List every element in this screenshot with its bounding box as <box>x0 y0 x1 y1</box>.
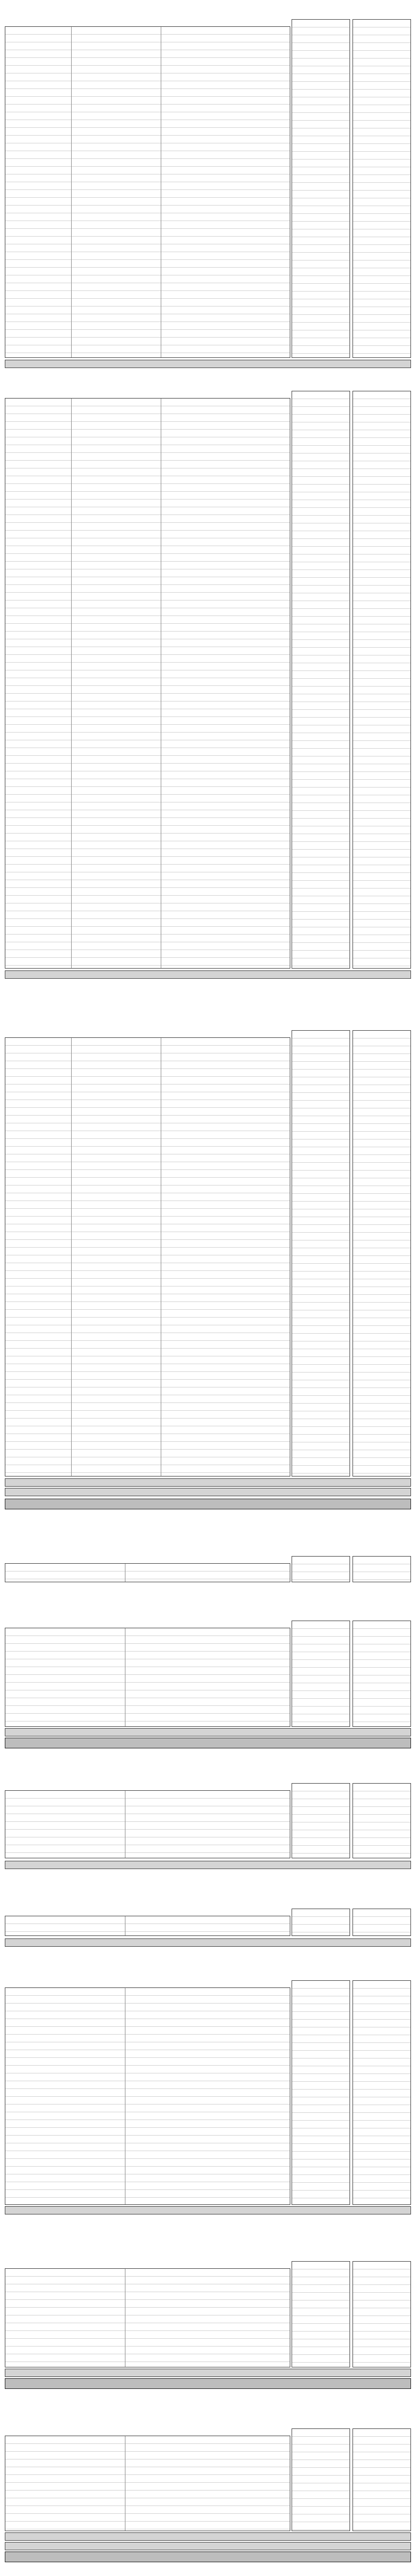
total-label <box>95 1939 232 1946</box>
count-header-2 <box>352 2247 411 2261</box>
table-body <box>5 1563 290 1582</box>
table-body <box>5 398 290 969</box>
grand-total-row <box>5 1738 411 1748</box>
column-header-school <box>5 1556 124 1563</box>
subtotal-count-2 <box>364 1479 409 1486</box>
count-column-1 <box>292 1556 350 1582</box>
count-header-2 <box>352 1542 411 1556</box>
subtotal-label <box>95 1479 232 1486</box>
count-header-1 <box>292 1542 350 1556</box>
grand-total-count-2 <box>364 1738 409 1748</box>
count-column-2 <box>352 1783 411 1858</box>
subtotal-word <box>238 2369 274 2376</box>
total-count-2 <box>364 1488 409 1496</box>
total-word <box>238 1939 274 1946</box>
subtotal-count-1 <box>292 2533 334 2540</box>
column-header-department <box>124 1783 290 1790</box>
count-header-1 <box>292 1606 350 1621</box>
grand-total-row <box>5 1499 411 1509</box>
table-body <box>5 1987 290 2205</box>
grand-total-word <box>244 2552 280 2562</box>
count-header-2 <box>352 2414 411 2428</box>
subtotal-count-1 <box>292 1479 334 1486</box>
column-header-faculty <box>70 391 160 397</box>
grand-total-label <box>89 2379 238 2388</box>
section-2 <box>5 376 411 980</box>
count-column-2 <box>352 1909 411 1936</box>
total-count-1 <box>292 1729 334 1736</box>
column-header-school <box>5 1783 124 1790</box>
count-column-2 <box>352 19 411 358</box>
subtotal-row <box>5 2369 411 2377</box>
total-count-2 <box>364 2543 409 2550</box>
section-5 <box>5 1606 411 1750</box>
total-label <box>95 2543 232 2550</box>
total-count-1 <box>292 2543 334 2550</box>
count-column-2 <box>352 2428 411 2531</box>
column-header-school <box>5 391 70 397</box>
section-3 <box>5 1016 411 1512</box>
grand-total-word <box>244 1499 280 1509</box>
count-column-1 <box>292 1909 350 1936</box>
total-row <box>5 2206 411 2214</box>
subtotal-count-2 <box>364 2533 409 2540</box>
column-header-department <box>124 1980 290 1987</box>
grand-total-count-1 <box>292 1738 334 1748</box>
column-header-faculty <box>70 1030 160 1037</box>
count-column-1 <box>292 1621 350 1727</box>
grand-total-count-1 <box>292 2379 334 2388</box>
grand-total-count-1 <box>292 1499 334 1509</box>
count-column-1 <box>292 1980 350 2205</box>
total-count-1 <box>292 971 334 978</box>
count-header-2 <box>352 1016 411 1030</box>
grand-total-label <box>89 1738 238 1748</box>
grand-total-count-2 <box>364 2379 409 2388</box>
table-body <box>5 1916 290 1936</box>
table-body <box>5 2268 290 2367</box>
count-column-1 <box>292 391 350 969</box>
table-body <box>5 1790 290 1858</box>
total-count-1 <box>292 1939 334 1946</box>
column-header-department <box>160 19 290 26</box>
subtotal-count-1 <box>292 2369 334 2376</box>
table-body <box>5 1037 290 1477</box>
count-column-1 <box>292 2428 350 2531</box>
column-header-department <box>124 2428 290 2435</box>
column-header-school <box>5 1621 124 1627</box>
count-column-1 <box>292 2261 350 2367</box>
column-header-school <box>5 1980 124 1987</box>
count-header-1 <box>292 1769 350 1783</box>
count-header-2 <box>352 5 411 19</box>
total-label <box>95 1729 232 1736</box>
count-header-1 <box>292 1966 350 1980</box>
grand-total-word <box>244 2379 280 2388</box>
count-column-1 <box>292 1030 350 1477</box>
count-column-2 <box>352 391 411 969</box>
total-count-1 <box>292 360 334 367</box>
total-row <box>5 2542 411 2550</box>
column-header-school <box>5 2261 124 2268</box>
count-header-2 <box>352 1606 411 1621</box>
count-column-1 <box>292 1783 350 1858</box>
subtotal-word <box>238 2533 274 2540</box>
count-column-1 <box>292 19 350 358</box>
total-count-1 <box>292 2207 334 2214</box>
subtotal-row <box>5 1478 411 1487</box>
column-header-department <box>124 1909 290 1915</box>
grand-total-row <box>5 2552 411 2562</box>
column-header-department <box>124 2261 290 2268</box>
total-label <box>95 971 232 978</box>
column-header-school <box>5 1030 70 1037</box>
section-9 <box>5 2247 411 2390</box>
count-header-1 <box>292 5 350 19</box>
column-header-department <box>160 1030 290 1037</box>
section-6 <box>5 1769 411 1870</box>
section-7 <box>5 1894 411 1948</box>
total-count-1 <box>292 1861 334 1869</box>
total-count-2 <box>364 971 409 978</box>
total-word <box>238 360 274 367</box>
total-count-2 <box>364 1861 409 1869</box>
table-body <box>5 26 290 358</box>
total-label <box>95 1861 232 1869</box>
total-row <box>5 1488 411 1496</box>
grand-total-row <box>5 2378 411 2389</box>
total-word <box>238 1488 274 1496</box>
column-header-school <box>5 1909 124 1915</box>
total-word <box>238 971 274 978</box>
total-count-2 <box>364 2207 409 2214</box>
count-header-2 <box>352 1769 411 1783</box>
count-column-2 <box>352 1556 411 1582</box>
column-header-department <box>160 391 290 397</box>
total-row <box>5 1938 411 1947</box>
total-row <box>5 1861 411 1869</box>
count-column-2 <box>352 1030 411 1477</box>
count-header-2 <box>352 1966 411 1980</box>
count-header-1 <box>292 2414 350 2428</box>
total-label <box>95 1488 232 1496</box>
total-count-2 <box>364 1729 409 1736</box>
grand-total-count-2 <box>364 1499 409 1509</box>
total-word <box>238 1729 274 1736</box>
total-label <box>95 360 232 367</box>
count-column-2 <box>352 1621 411 1727</box>
column-header-school <box>5 19 70 26</box>
total-row <box>5 1728 411 1736</box>
count-header-1 <box>292 1894 350 1909</box>
section-1 <box>5 5 411 369</box>
total-count-1 <box>292 1488 334 1496</box>
subtotal-row <box>5 2532 411 2541</box>
count-header-1 <box>292 1016 350 1030</box>
column-header-school <box>5 2428 124 2435</box>
section-8 <box>5 1966 411 2217</box>
total-count-2 <box>364 1939 409 1946</box>
section-10 <box>5 2414 411 2563</box>
total-word <box>238 2207 274 2214</box>
column-header-faculty <box>70 19 160 26</box>
total-row <box>5 360 411 368</box>
count-header-1 <box>292 376 350 391</box>
grand-total-label <box>89 1499 238 1509</box>
total-count-2 <box>364 360 409 367</box>
grand-total-count-1 <box>292 2552 334 2562</box>
count-header-2 <box>352 1894 411 1909</box>
table-body <box>5 1628 290 1727</box>
subtotal-count-2 <box>364 2369 409 2376</box>
section-4 <box>5 1542 411 1583</box>
column-header-department <box>124 1556 290 1563</box>
grand-total-count-2 <box>364 2552 409 2562</box>
total-word <box>238 2543 274 2550</box>
subtotal-label <box>95 2369 232 2376</box>
total-word <box>238 1861 274 1869</box>
grand-total-word <box>244 1738 280 1748</box>
count-column-2 <box>352 1980 411 2205</box>
count-header-1 <box>292 2247 350 2261</box>
count-column-2 <box>352 2261 411 2367</box>
total-label <box>95 2207 232 2214</box>
column-header-department <box>124 1621 290 1627</box>
table-body <box>5 2436 290 2531</box>
total-row <box>5 970 411 979</box>
grand-total-label <box>89 2552 238 2562</box>
subtotal-word <box>238 1479 274 1486</box>
subtotal-label <box>95 2533 232 2540</box>
count-header-2 <box>352 376 411 391</box>
